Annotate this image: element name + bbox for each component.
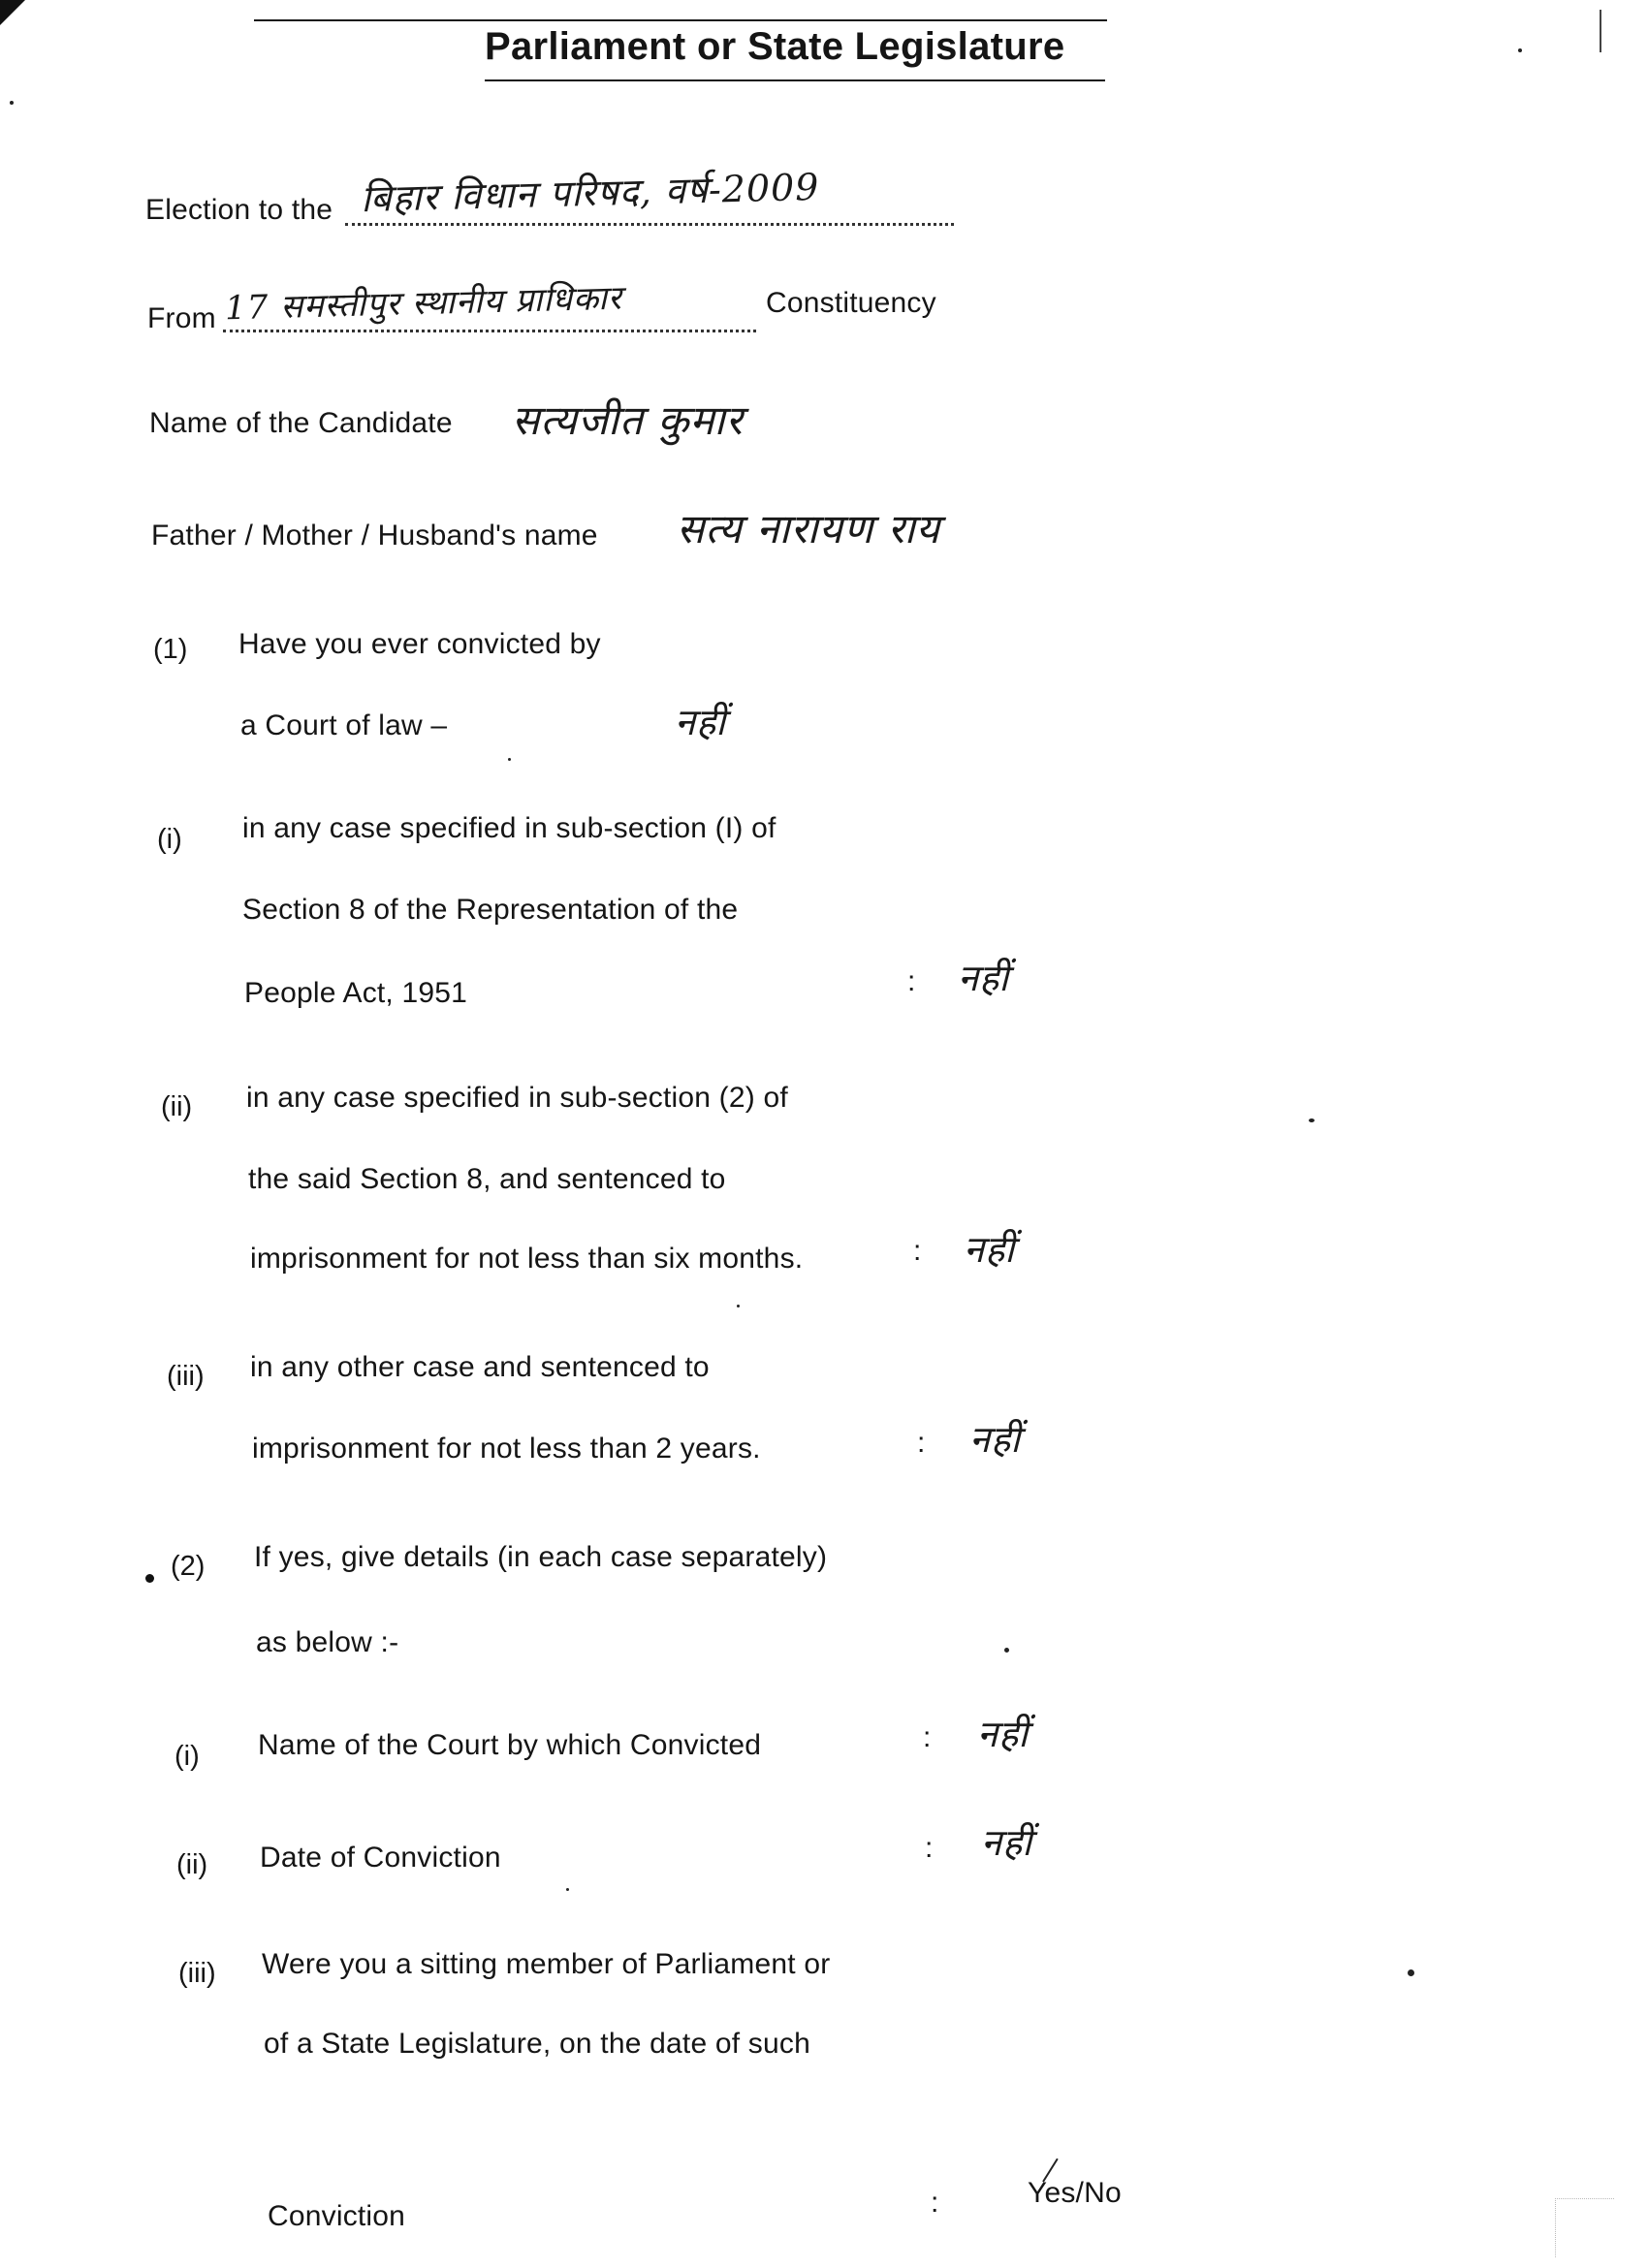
constituency-suffix: Constituency	[766, 287, 936, 319]
q2-ii-colon: :	[925, 1832, 934, 1864]
guardian-label: Father / Mother / Husband's name	[151, 520, 598, 551]
candidate-label: Name of the Candidate	[149, 407, 453, 439]
scan-speck	[1408, 1969, 1414, 1976]
scan-speck	[1518, 48, 1522, 52]
candidate-name: सत्यजीत कुमार	[512, 396, 744, 444]
q2-bullet	[145, 1574, 154, 1583]
scan-speck	[10, 101, 14, 105]
q2-i-colon: :	[923, 1721, 932, 1753]
q2-iii-line3: Conviction	[268, 2200, 406, 2232]
q1-line1: Have you ever convicted by	[238, 628, 601, 660]
scan-speck	[566, 1888, 569, 1891]
q2-ii-label: Date of Conviction	[260, 1842, 501, 1874]
page-edge-mark	[1555, 2198, 1614, 2257]
q1-i-line3: People Act, 1951	[244, 977, 468, 1009]
scan-speck	[1004, 1648, 1009, 1653]
q1-ii-answer: नहीं	[964, 1228, 1016, 1271]
q2-ii-answer: नहीं	[981, 1821, 1033, 1864]
q1-i-line2: Section 8 of the Representation of the	[242, 894, 739, 926]
q2-number: (2)	[171, 1551, 206, 1582]
q1-ii-line2: the said Section 8, and sentenced to	[248, 1163, 726, 1195]
q2-iii-answer: Yes/No	[1028, 2177, 1122, 2209]
constituency-prefix: From	[147, 302, 216, 334]
q1-answer: नहीं	[675, 701, 727, 743]
q2-iii-line1: Were you a sitting member of Parliament or	[262, 1948, 831, 1980]
page-edge-mark	[1600, 10, 1605, 52]
corner-mark	[0, 0, 25, 25]
top-rule	[254, 19, 1107, 21]
q2-i-label: Name of the Court by which Convicted	[258, 1729, 762, 1761]
q2-iii-number: (iii)	[178, 1958, 216, 1989]
q1-ii-line3: imprisonment for not less than six months.	[250, 1243, 804, 1275]
q1-ii-line1: in any case specified in sub-section (2) of	[246, 1082, 788, 1114]
q2-line2: as below :-	[256, 1626, 399, 1658]
q1-iii-colon: :	[917, 1427, 926, 1459]
scan-speck	[508, 758, 511, 761]
q2-i-answer: नहीं	[977, 1713, 1030, 1755]
q2-line1: If yes, give details (in each case separately)	[254, 1541, 828, 1573]
constituency-value: 17 समस्तीपुर स्थानीय प्राधिकार	[224, 278, 623, 329]
page-title: Parliament or State Legislature	[485, 25, 1065, 68]
q1-iii-line1: in any other case and sentenced to	[250, 1351, 710, 1383]
q2-ii-number: (ii)	[176, 1849, 208, 1880]
scan-speck	[737, 1305, 740, 1307]
q1-iii-number: (iii)	[167, 1361, 205, 1392]
scan-speck	[1309, 1118, 1315, 1122]
q1-number: (1)	[153, 634, 188, 665]
q1-i-line1: in any case specified in sub-section (I) of	[242, 812, 776, 844]
q1-iii-line2: imprisonment for not less than 2 years.	[252, 1433, 761, 1465]
q2-iii-line2: of a State Legislature, on the date of such	[264, 2028, 810, 2060]
q1-iii-answer: नहीं	[969, 1418, 1022, 1461]
q1-ii-number: (ii)	[161, 1091, 193, 1122]
q2-i-number: (i)	[174, 1741, 200, 1772]
election-value: बिहार विधान परिषद, वर्ष-2009	[360, 165, 820, 221]
title-underline	[485, 79, 1105, 81]
q1-i-answer: नहीं	[958, 957, 1010, 999]
election-label: Election to the	[145, 194, 333, 226]
q1-i-number: (i)	[157, 824, 182, 855]
q1-ii-colon: :	[913, 1235, 922, 1267]
q1-line2: a Court of law –	[240, 709, 448, 741]
guardian-name: सत्य नारायण राय	[677, 505, 941, 552]
q2-iii-colon: :	[931, 2187, 939, 2219]
q1-i-colon: :	[907, 965, 916, 997]
